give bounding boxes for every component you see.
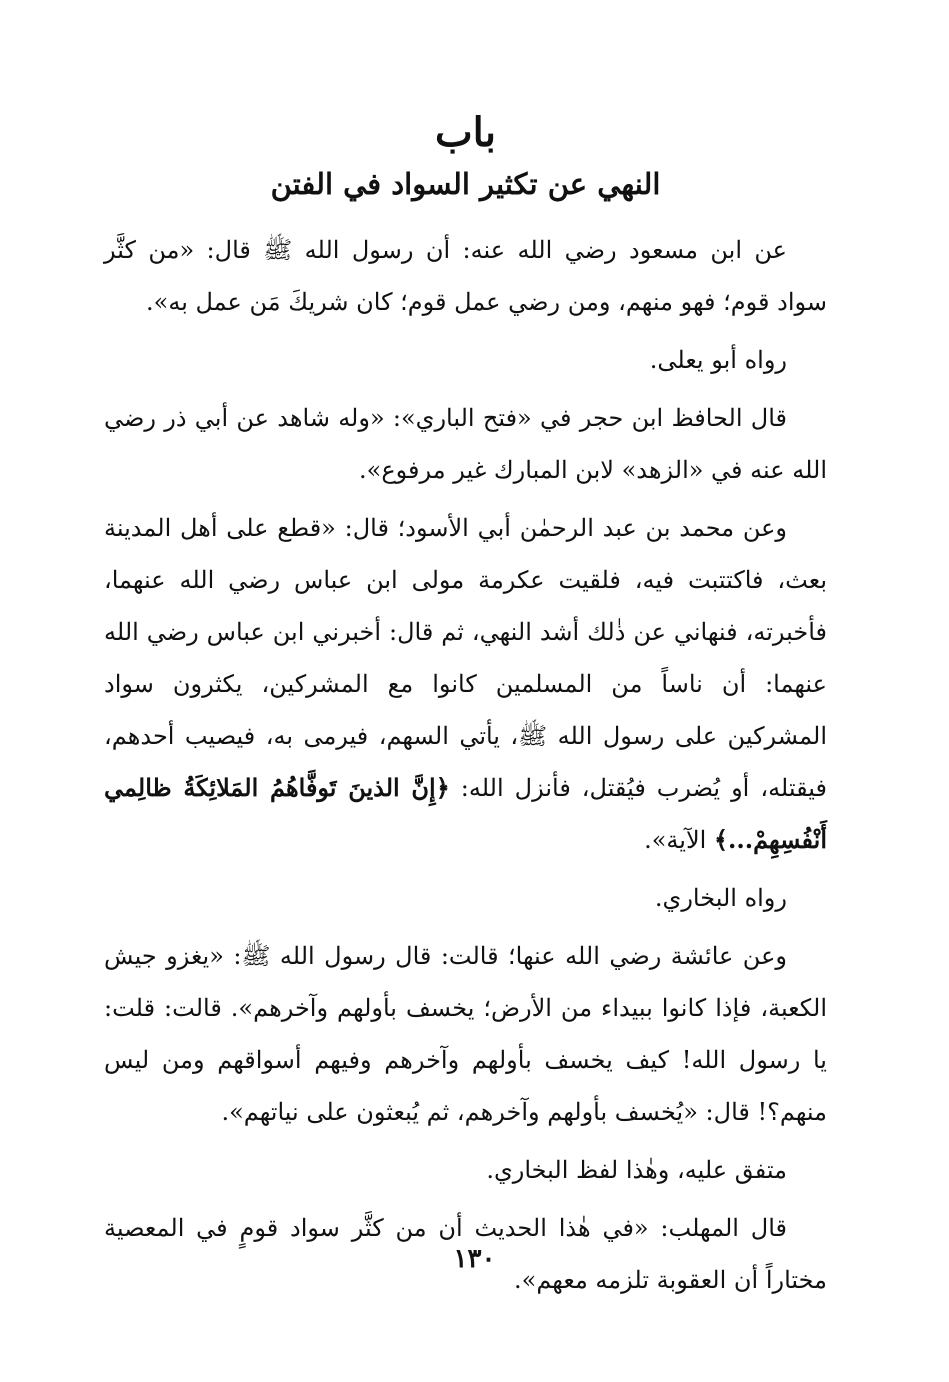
paragraph-ibn-masud: عن ابن مسعود رضي الله عنه: أن رسول الله ﷺ قال: «من كثَّر سواد قوم؛ فهو منهم، ومن رضي عمل قوم؛ كان شريكَ مَن عمل به». xyxy=(104,236,827,316)
paragraph-abu-al-aswad-text: وعن محمد بن عبد الرحمٰن أبي الأسود؛ قال: «قطع على أهل المدينة بعث، فاكتتبت فيه، فلقيت عكرمة مولى ابن عباس رضي الله عنهما، فأخبرته، فنهاني عن ذٰلك أشد النهي، ثم قال: أخبرني ابن عباس رضي الله عنهما: أن ناساً من المسلمين كانوا مع المشركين، يكثرون سواد المشركين على رسول الله ﷺ، يأتي السهم، فيرمى به، فيصيب أحدهم، فيقتله، أو يُضرب فيُقتل، فأنزل الله: xyxy=(104,514,827,802)
paragraph-source-bukhari: رواه البخاري. xyxy=(654,884,787,912)
quran-verse: ﴿إِنَّ الذينَ تَوفَّاهُمُ المَلائِكَةُ ظالِمي أَنْفُسِهِمْ...﴾ xyxy=(104,773,827,854)
paragraph-abu-al-aswad-ending: الآية». xyxy=(644,826,714,854)
paragraph-source-abu-yala: رواه أبو يعلى. xyxy=(649,346,787,374)
paragraph-aisha: وعن عائشة رضي الله عنها؛ قالت: قال رسول الله ﷺ: «يغزو جيش الكعبة، فإذا كانوا ببيداء من الأرض؛ يخسف بأولهم وآخرهم». قالت: قلت: يا رسول الله! كيف يخسف بأولهم وآخرهم وفيهم أسواقهم ومن ليس منهم؟! قال: «يُخسف بأولهم وآخرهم، ثم يُبعثون على نياتهم». xyxy=(104,942,827,1126)
chapter-title: النهي عن تكثير السواد في الفتن xyxy=(270,167,661,201)
paragraph-muhallab: قال المهلب: «في هٰذا الحديث أن من كثَّر سواد قومٍ في المعصية مختاراً أن العقوبة تلزمه معهم». xyxy=(104,1214,827,1294)
page-number: ١٣٠ xyxy=(453,1244,496,1274)
paragraph-abu-al-aswad xyxy=(104,502,827,866)
chapter-label: باب xyxy=(435,109,496,156)
paragraph-source-agreed: متفق عليه، وهٰذا لفظ البخاري. xyxy=(486,1156,787,1184)
paragraph-ibn-hajar: قال الحافظ ابن حجر في «فتح الباري»: «وله شاهد عن أبي ذر رضي الله عنه في «الزهد» لابن المبارك غير مرفوع». xyxy=(104,404,827,484)
